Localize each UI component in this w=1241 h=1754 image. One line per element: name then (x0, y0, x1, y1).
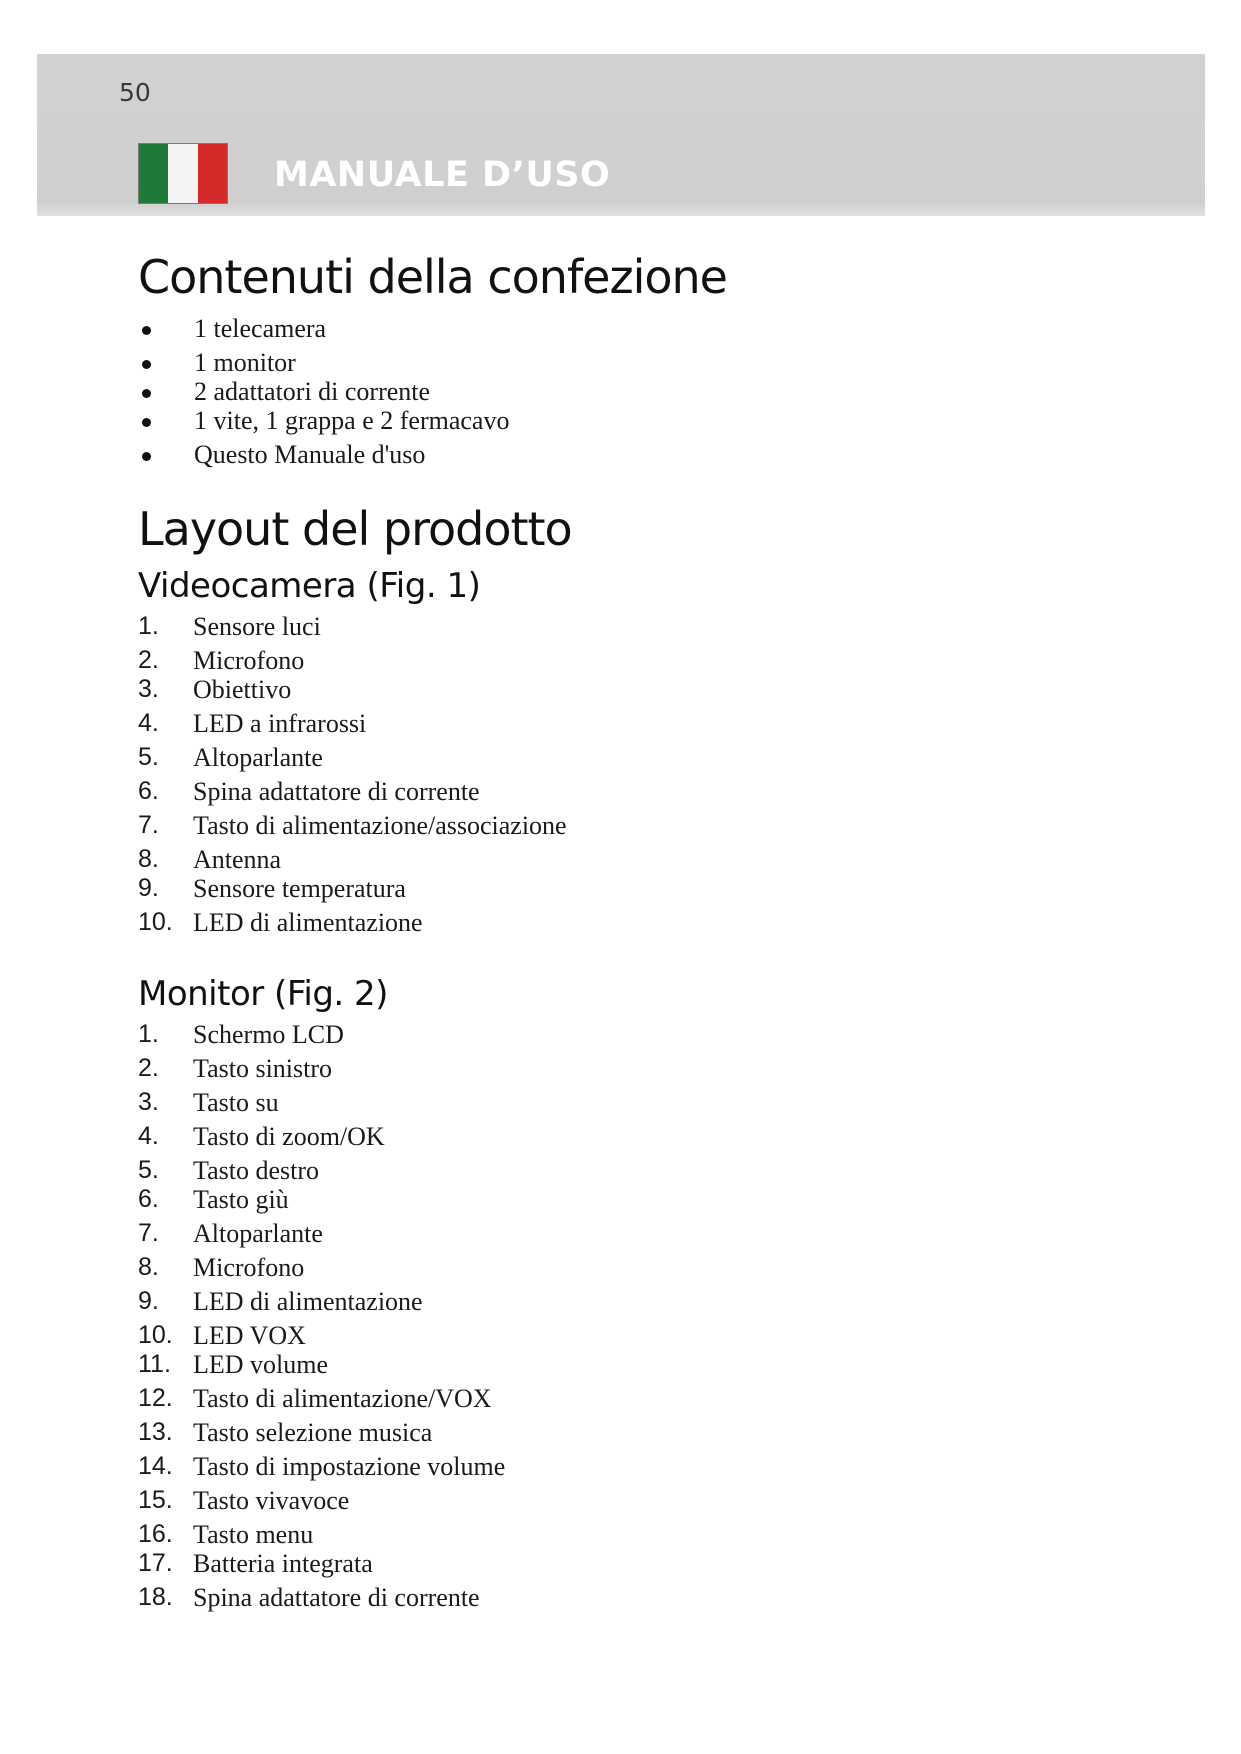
item-number: 5. (138, 743, 159, 771)
item-label: Sensore luci (193, 612, 321, 641)
package-contents-title: Contenuti della confezione (138, 250, 727, 304)
item-number: 18. (138, 1583, 173, 1611)
list-item-label: 1 telecamera (194, 314, 327, 343)
item-label: Tasto destro (193, 1156, 319, 1185)
item-number: 14. (138, 1452, 173, 1480)
bullet-icon (142, 452, 151, 461)
item-number: 5. (138, 1156, 159, 1184)
item-label: Tasto sinistro (193, 1054, 333, 1083)
item-number: 13. (138, 1418, 173, 1446)
item-number: 4. (138, 1122, 159, 1150)
item-number: 3. (138, 1088, 159, 1116)
item-label: Microfono (193, 646, 305, 675)
item-label: LED volume (193, 1350, 329, 1379)
item-number: 17. (138, 1549, 173, 1577)
item-number: 16. (138, 1520, 173, 1548)
item-number: 11. (138, 1350, 171, 1378)
item-label: Tasto selezione musica (193, 1418, 433, 1447)
item-number: 1. (138, 612, 159, 640)
item-label: Antenna (193, 845, 282, 874)
bullet-icon (142, 360, 151, 369)
item-label: LED a infrarossi (193, 709, 367, 738)
bullet-icon (142, 389, 151, 398)
item-label: Obiettivo (193, 675, 292, 704)
item-label: Sensore temperatura (193, 874, 406, 903)
item-label: Altoparlante (193, 1219, 323, 1248)
item-label: LED di alimentazione (193, 1287, 423, 1316)
item-label: Tasto su (193, 1088, 279, 1117)
item-label: Tasto di impostazione volume (193, 1452, 506, 1481)
item-label: Tasto menu (193, 1520, 314, 1549)
item-number: 7. (138, 1219, 159, 1247)
item-label: Tasto di zoom/OK (193, 1122, 385, 1151)
flag-white-stripe (168, 144, 197, 203)
item-label: Spina adattatore di corrente (193, 1583, 480, 1612)
list-item-label: 1 monitor (194, 348, 296, 377)
camera-subtitle: Videocamera (Fig. 1) (138, 566, 481, 606)
item-number: 12. (138, 1384, 173, 1412)
item-label: Tasto giù (193, 1185, 289, 1214)
item-label: Batteria integrata (193, 1549, 373, 1578)
manual-title: MANUALE D’USO (274, 155, 611, 195)
item-number: 6. (138, 1185, 159, 1213)
bullet-icon (142, 326, 151, 335)
item-number: 8. (138, 845, 159, 873)
bullet-icon (142, 418, 151, 427)
list-item-label: 2 adattatori di corrente (194, 377, 431, 406)
item-number: 2. (138, 646, 159, 674)
item-label: Spina adattatore di corrente (193, 777, 480, 806)
list-item-label: 1 vite, 1 grappa e 2 fermacavo (194, 406, 510, 435)
item-number: 10. (138, 908, 173, 936)
monitor-subtitle: Monitor (Fig. 2) (138, 974, 388, 1014)
italian-flag-icon (138, 143, 228, 204)
item-number: 8. (138, 1253, 159, 1281)
item-label: Microfono (193, 1253, 305, 1282)
page-number: 50 (119, 78, 151, 107)
flag-red-stripe (198, 144, 227, 203)
item-label: Tasto vivavoce (193, 1486, 350, 1515)
item-number: 9. (138, 874, 159, 902)
item-label: Tasto di alimentazione/associazione (193, 811, 567, 840)
item-label: LED di alimentazione (193, 908, 423, 937)
product-layout-title: Layout del prodotto (138, 502, 572, 556)
item-number: 15. (138, 1486, 173, 1514)
item-number: 6. (138, 777, 159, 805)
item-label: Tasto di alimentazione/VOX (193, 1384, 492, 1413)
item-number: 2. (138, 1054, 159, 1082)
item-number: 4. (138, 709, 159, 737)
item-number: 3. (138, 675, 159, 703)
item-number: 1. (138, 1020, 159, 1048)
item-number: 9. (138, 1287, 159, 1315)
item-label: LED VOX (193, 1321, 306, 1350)
item-number: 10. (138, 1321, 173, 1349)
list-item-label: Questo Manuale d'uso (194, 440, 426, 469)
item-number: 7. (138, 811, 159, 839)
item-label: Altoparlante (193, 743, 323, 772)
item-label: Schermo LCD (193, 1020, 344, 1049)
flag-green-stripe (139, 144, 168, 203)
